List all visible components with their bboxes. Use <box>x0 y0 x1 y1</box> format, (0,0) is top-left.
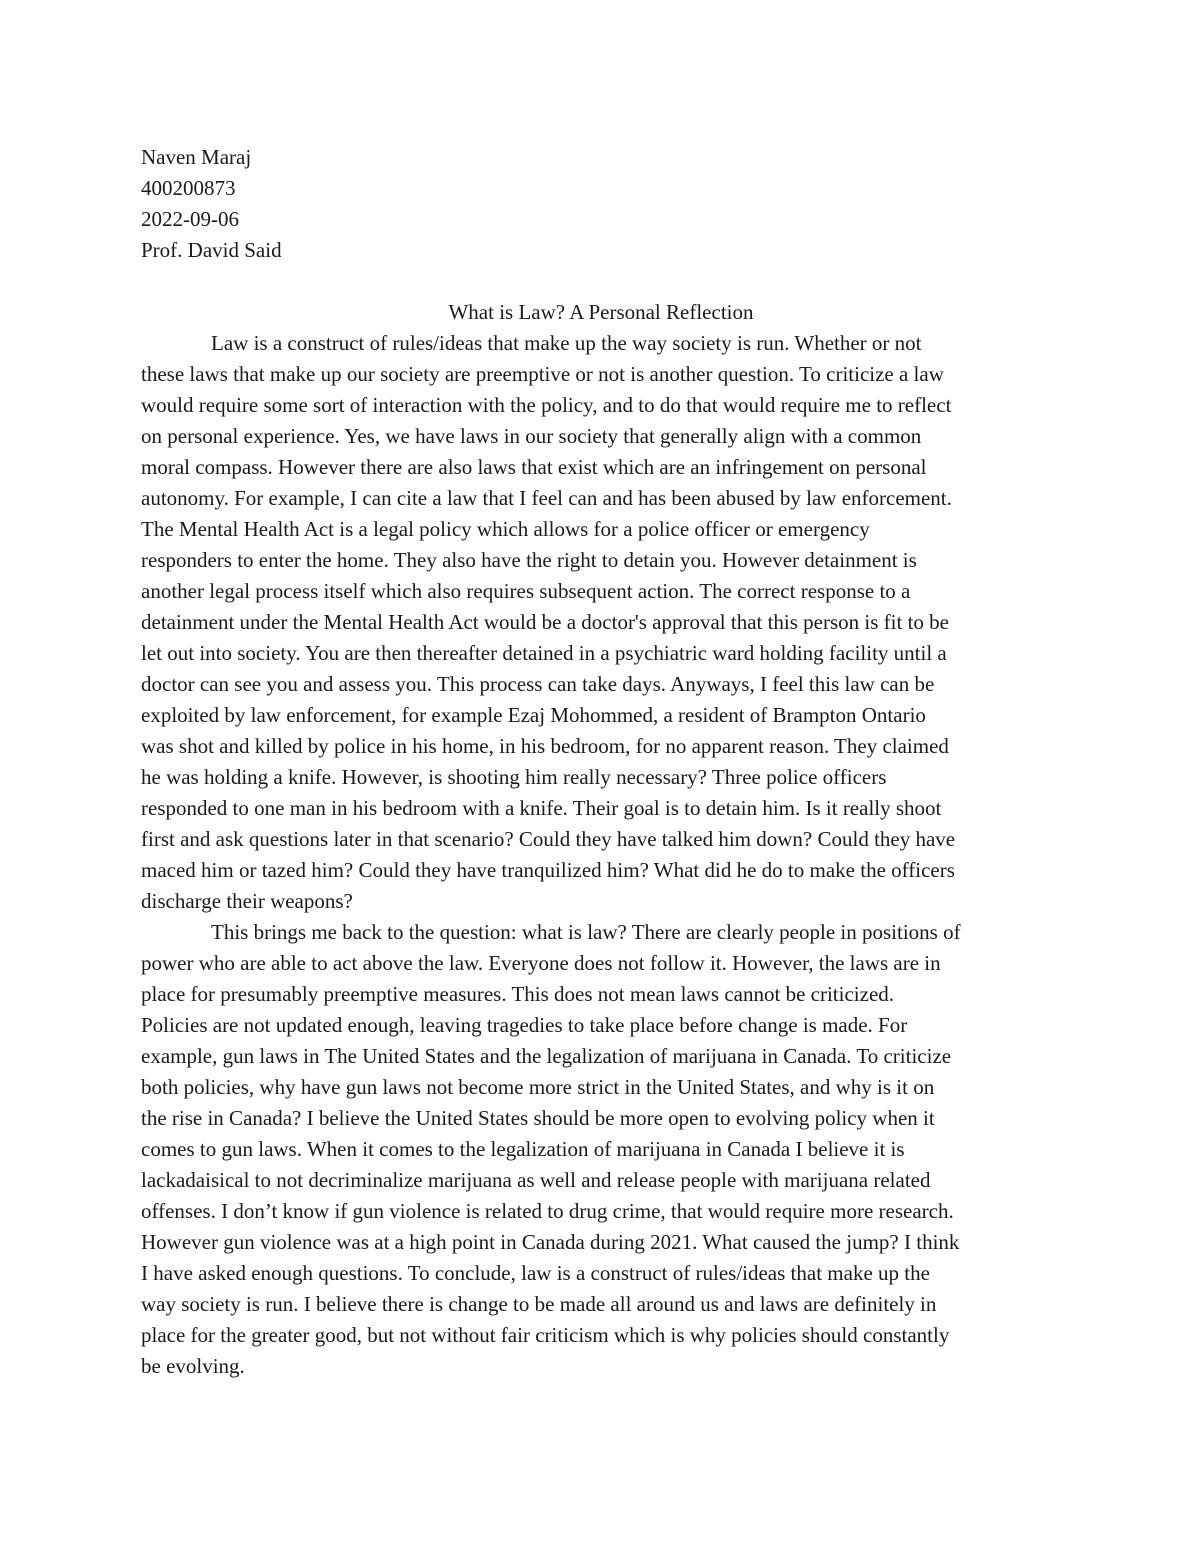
body-line: way society is run. I believe there is change to be made all around us and laws are definitely in <box>141 1292 937 1316</box>
body-line: maced him or tazed him? Could they have tranquilized him? What did he do to make the officers <box>141 858 955 882</box>
body-line: these laws that make up our society are preemptive or not is another question. To criticize a law <box>141 362 944 386</box>
body-line: let out into society. You are then thereafter detained in a psychiatric ward holding facility until a <box>141 641 947 665</box>
body-line: both policies, why have gun laws not become more strict in the United States, and why is it on <box>141 1075 935 1099</box>
body-line: the rise in Canada? I believe the United States should be more open to evolving policy when it <box>141 1106 935 1130</box>
body-line: offenses. I don’t know if gun violence is related to drug crime, that would require more research. <box>141 1199 954 1223</box>
body-line: responders to enter the home. They also have the right to detain you. However detainment is <box>141 548 917 572</box>
student-id: 400200873 <box>141 176 236 200</box>
essay-body <box>141 328 1061 1382</box>
body-line: Policies are not updated enough, leaving tragedies to take place before change is made. For <box>141 1013 908 1037</box>
body-line: The Mental Health Act is a legal policy which allows for a police officer or emergency <box>141 517 870 541</box>
body-line: would require some sort of interaction with the policy, and to do that would require me to reflect <box>141 393 952 417</box>
body-line: place for presumably preemptive measures. This does not mean laws cannot be criticized. <box>141 982 895 1006</box>
body-line: discharge their weapons? <box>141 889 353 913</box>
body-line: detainment under the Mental Health Act would be a doctor's approval that this person is fit to be <box>141 610 949 634</box>
body-line: lackadaisical to not decriminalize marijuana as well and release people with marijuana related <box>141 1168 931 1192</box>
body-line: Law is a construct of rules/ideas that make up the way society is run. Whether or not <box>211 331 922 355</box>
body-line: autonomy. For example, I can cite a law that I feel can and has been abused by law enforcement. <box>141 486 952 510</box>
body-line: This brings me back to the question: what is law? There are clearly people in positions of <box>211 920 961 944</box>
body-line: responded to one man in his bedroom with a knife. Their goal is to detain him. Is it really shoot <box>141 796 942 820</box>
body-line: was shot and killed by police in his home, in his bedroom, for no apparent reason. They claimed <box>141 734 949 758</box>
body-line: I have asked enough questions. To conclude, law is a construct of rules/ideas that make up the <box>141 1261 930 1285</box>
body-line: another legal process itself which also requires subsequent action. The correct response to a <box>141 579 911 603</box>
body-line: he was holding a knife. However, is shooting him really necessary? Three police officers <box>141 765 887 789</box>
professor-name: Prof. David Said <box>141 238 282 262</box>
body-line: example, gun laws in The United States and the legalization of marijuana in Canada. To criticize <box>141 1044 952 1068</box>
body-line: power who are able to act above the law. Everyone does not follow it. However, the laws are in <box>141 951 941 975</box>
body-line: However gun violence was at a high point in Canada during 2021. What caused the jump? I think <box>141 1230 960 1254</box>
body-line: exploited by law enforcement, for example Ezaj Mohommed, a resident of Brampton Ontario <box>141 703 926 727</box>
document-date: 2022-09-06 <box>141 207 239 231</box>
body-line: comes to gun laws. When it comes to the legalization of marijuana in Canada I believe it is <box>141 1137 905 1161</box>
body-line: first and ask questions later in that scenario? Could they have talked him down? Could they have <box>141 827 956 851</box>
body-line: be evolving. <box>141 1354 245 1378</box>
document-title: What is Law? A Personal Reflection <box>448 300 754 324</box>
body-line: doctor can see you and assess you. This process can take days. Anyways, I feel this law can be <box>141 672 935 696</box>
body-line: on personal experience. Yes, we have laws in our society that generally align with a common <box>141 424 922 448</box>
body-line: moral compass. However there are also laws that exist which are an infringement on personal <box>141 455 927 479</box>
header-block <box>141 142 1061 266</box>
author-name: Naven Maraj <box>141 145 252 169</box>
body-line: place for the greater good, but not without fair criticism which is why policies should constantly <box>141 1323 950 1347</box>
